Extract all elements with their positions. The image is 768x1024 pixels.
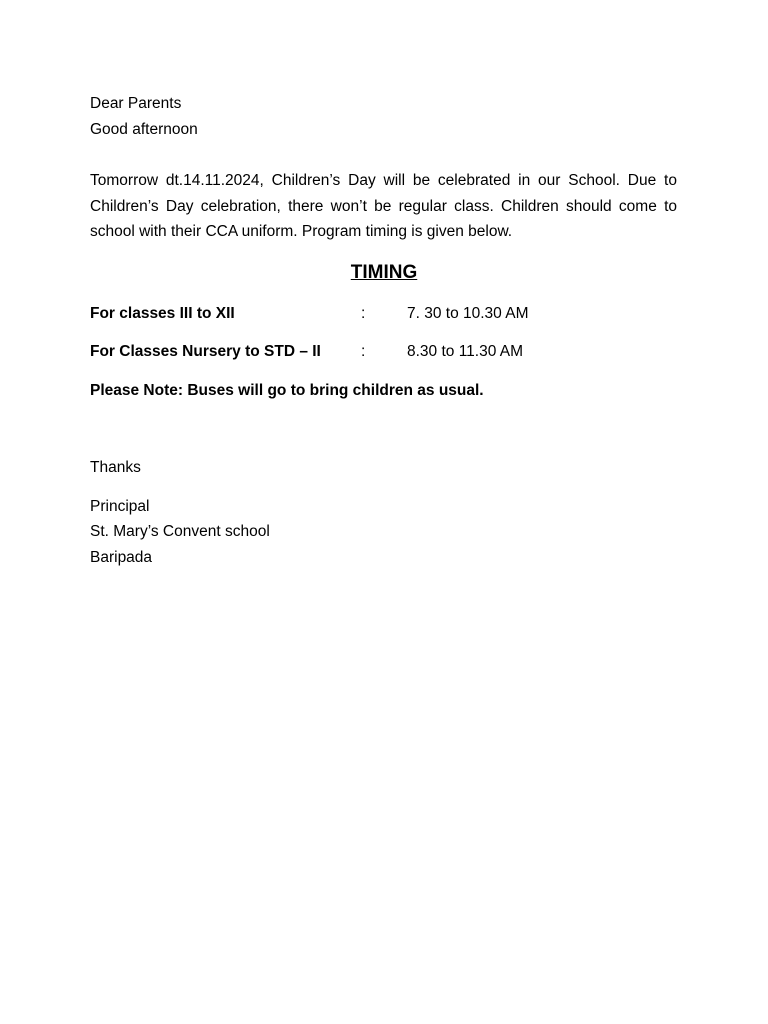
schedule-time: 8.30 to 11.30 AM [407,343,524,360]
timing-heading: TIMING [350,262,418,283]
schedule-label: For classes III to XII [90,305,235,322]
signature-school: St. Mary’s Convent school [90,523,270,540]
schedule-time: 7. 30 to 10.30 AM [407,305,529,322]
notice-body: Tomorrow dt.14.11.2024, Children’s Day will be celebrated in our School. Due to Children’s Day celebration, there won’t be regular class. Children should come to school with their CCA uniform. Program timing is given below. [90,172,677,240]
schedule-row [90,305,590,325]
closing: Thanks [90,459,141,476]
schedule-row [90,343,590,363]
schedule-label: For Classes Nursery to STD – II [90,343,321,360]
schedule-separator: : [361,343,366,360]
salutation: Dear Parents [90,95,182,112]
signature-place: Baripada [90,549,153,566]
bus-note: Please Note: Buses will go to bring children as usual. [90,382,484,399]
signature-title: Principal [90,498,150,515]
schedule-separator: : [361,305,366,322]
greeting: Good afternoon [90,121,198,138]
